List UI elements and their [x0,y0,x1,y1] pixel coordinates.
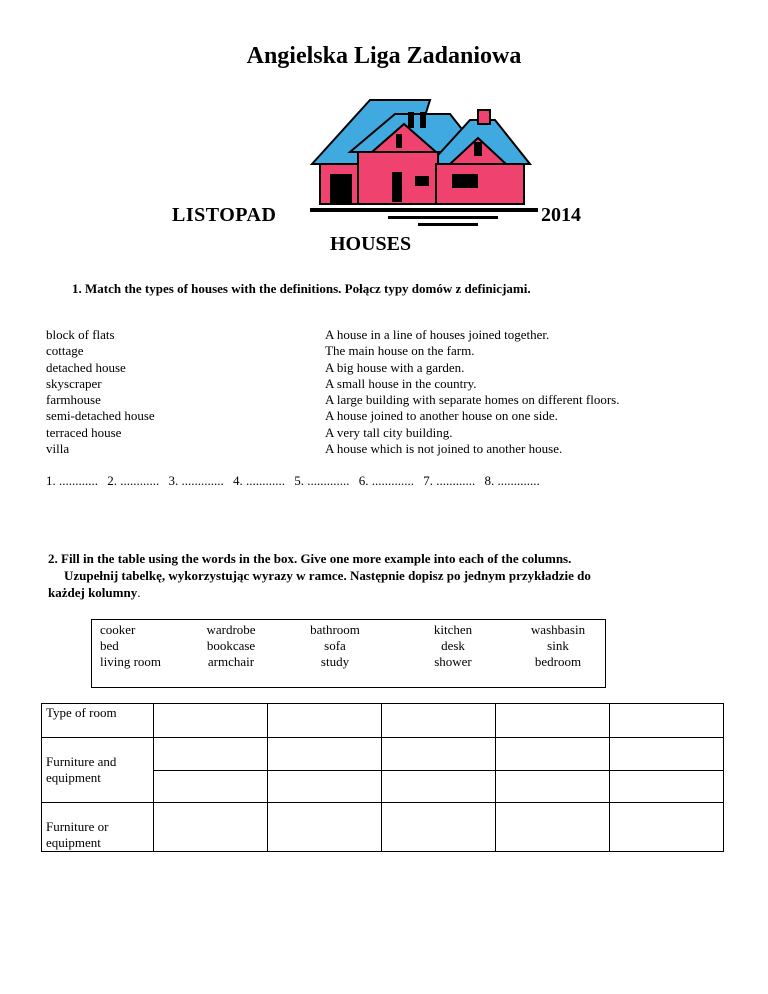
answer-blanks [46,473,546,489]
table-cell[interactable] [268,803,382,852]
answer-blank[interactable]: 5. ............. [294,473,350,488]
answer-blank[interactable]: 7. ............ [423,473,476,488]
month-label: LISTOPAD [172,204,277,226]
table-cell[interactable] [610,704,724,738]
year-label: 2014 [541,204,581,226]
row-label: Furniture or equipment [42,803,154,852]
table-cell[interactable] [154,704,268,738]
table-cell[interactable] [496,738,610,771]
table-cell[interactable] [382,803,496,852]
word: bedroom [534,654,582,669]
task2-instruction [48,550,748,601]
rooms-table [41,703,724,852]
list-item: A house joined to another house on one side. [325,408,558,424]
word: bookcase [206,638,256,653]
word: washbasin [530,622,586,637]
word: bed [100,638,119,653]
table-cell[interactable] [154,738,268,771]
list-item: A house which is not joined to another house. [325,441,563,457]
list-item: A small house in the country. [325,375,477,391]
table-cell[interactable] [382,738,496,771]
list-item: cottage [46,343,84,359]
list-item: A big house with a garden. [325,359,465,375]
word: sink [547,638,569,653]
house-types-list [46,327,155,457]
list-item: The main house on the farm. [325,343,475,359]
row-label: Type of room [42,704,154,738]
word: bathroom [310,622,360,637]
table-cell[interactable] [610,770,724,803]
word: sofa [324,638,346,653]
table-cell[interactable] [610,803,724,852]
list-item: A very tall city building. [325,424,453,440]
list-item: detached house [46,359,126,375]
list-item: A large building with separate homes on different floors. [325,392,620,408]
list-item: farmhouse [46,392,101,408]
list-item: skyscraper [46,375,102,391]
table-cell[interactable] [610,738,724,771]
row-label: Furniture and equipment [42,738,154,803]
table-cell[interactable] [382,704,496,738]
table-cell[interactable] [154,770,268,803]
word: armchair [207,654,255,669]
word-box-column [196,622,266,670]
task1-instruction: 1. Match the types of houses with the definitions. Połącz typy domów z definicjami. [72,281,531,296]
table-cell[interactable] [268,738,382,771]
answer-blank[interactable]: 1. ............ [46,473,98,488]
table-cell[interactable] [496,770,610,803]
table-cell[interactable] [496,704,610,738]
table-cell[interactable] [268,770,382,803]
table-cell[interactable] [154,803,268,852]
task2-instruction-en: 2. Fill in the table using the words in the box. Give one more example into each of the columns. [48,551,572,566]
word-box-column [300,622,370,670]
answer-blank[interactable]: 6. ............. [358,473,414,488]
table-row [42,704,724,738]
word: desk [441,638,465,653]
table-row [42,738,724,771]
list-item: semi-detached house [46,408,155,424]
table-cell[interactable] [382,770,496,803]
answer-blank[interactable]: 4. ............ [233,473,285,488]
list-item: terraced house [46,424,122,440]
word: kitchen [433,622,473,637]
word-box-column [518,622,598,670]
list-item: A house in a line of houses joined together. [325,327,550,342]
word-box-column [418,622,488,670]
word: living room [100,654,162,669]
word: cooker [100,622,136,637]
answer-blank[interactable]: 2. ............ [107,473,160,488]
task2-instruction-pl: Uzupełnij tabelkę, wykorzystując wyrazy w ramce. Następnie dopisz po jednym przykładzie do [64,568,591,583]
word-box [91,619,606,688]
houses-illustration-icon [300,92,540,232]
list-item: block of flats [46,327,115,342]
word: study [320,654,350,669]
answer-blank[interactable]: 8. ............. [484,473,540,488]
topic-heading: HOUSES [330,233,412,255]
word-box-column [100,622,161,670]
definitions-list [325,327,619,457]
word: wardrobe [206,622,256,637]
word: shower [434,654,472,669]
answer-blank[interactable]: 3. ............. [168,473,224,488]
table-cell[interactable] [268,704,382,738]
list-item: villa [46,441,70,457]
task2-instruction-pl-end: każdej kolumny. [48,585,141,600]
table-row [42,803,724,852]
page-title: Angielska Liga Zadaniowa [246,43,522,69]
table-cell[interactable] [496,803,610,852]
